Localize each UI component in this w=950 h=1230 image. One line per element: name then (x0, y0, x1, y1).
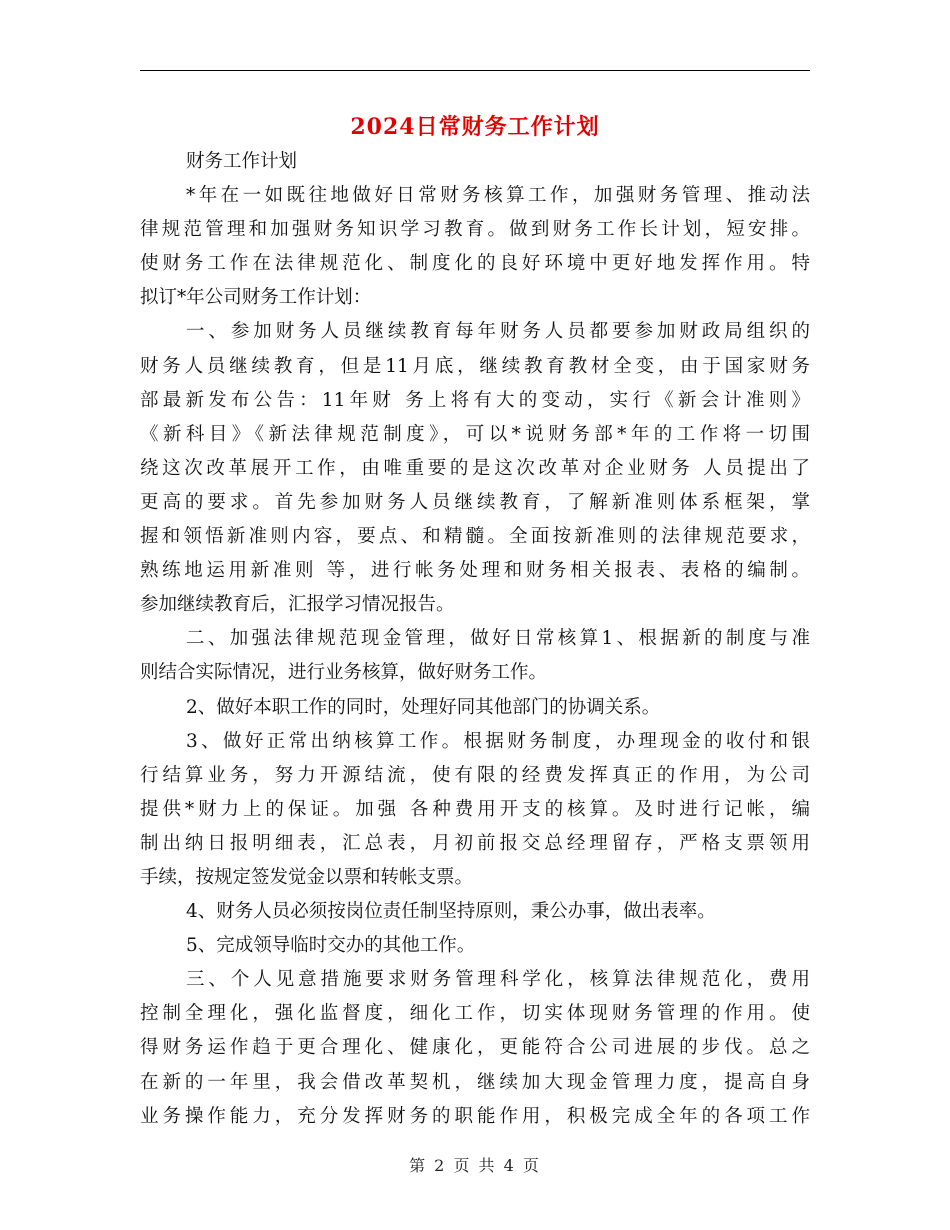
text-line: 3、做好正常出纳核算工作。根据财务制度，办理现金的收付和银 (186, 730, 810, 752)
text-line: 2、做好本职工作的同时，处理好同其他部门的协调关系。 (186, 696, 661, 718)
text-line: 部最新发布公告：11年财 务上将有大的变动，实行《新会计准则》 (140, 389, 810, 411)
header-rule (140, 70, 810, 71)
text-line: 财务人员继续教育，但是11月底，继续教育教材全变，由于国家财务 (140, 355, 810, 377)
text-line: 行结算业务，努力开源结流，使有限的经费发挥真正的作用，为公司 (140, 764, 810, 786)
text-line: 4、财务人员必须按岗位责任制坚持原则，秉公办事，做出表率。 (186, 901, 716, 923)
text-line: 握和领悟新准则内容，要点、和精髓。全面按新准则的法律规范要求， (140, 526, 810, 548)
text-line: 更高的要求。首先参加财务人员继续教育，了解新准则体系框架，掌 (140, 491, 810, 513)
text-line: 手续，按规定签发觉金以票和转帐支票。 (140, 866, 474, 888)
text-line: 在新的一年里，我会借改革契机，继续加大现金管理力度，提高自身 (140, 1071, 810, 1093)
text-line: 控制全理化，强化监督度，细化工作，切实体现财务管理的作用。使 (140, 1003, 810, 1025)
text-line: 拟订*年公司财务工作计划： (140, 287, 372, 309)
text-line: 二、加强法律规范现金管理，做好日常核算1、根据新的制度与准 (186, 628, 810, 650)
text-line: 5、完成领导临时交办的其他工作。 (186, 935, 476, 957)
document-body (140, 145, 810, 1134)
text-line: 《新科目》《新法律规范制度》，可以*说财务部*年的工作将一切围 (140, 423, 810, 445)
text-line: 业务操作能力，充分发挥财务的职能作用，积极完成全年的各项工作 (140, 1105, 810, 1127)
text-line: *年在一如既往地做好日常财务核算工作，加强财务管理、推动法 (186, 185, 810, 207)
text-line: 一、参加财务人员继续教育每年财务人员都要参加财政局组织的 (186, 321, 810, 343)
page-number: 第 2 页 共 4 页 (409, 1156, 541, 1175)
text-line: 则结合实际情况，进行业务核算，做好财务工作。 (140, 662, 548, 684)
text-line: 使财务工作在法律规范化、制度化的良好环境中更好地发挥作用。特 (140, 253, 810, 275)
text-line: 绕这次改革展开工作，由唯重要的是这次改革对企业财务 人员提出了 (140, 457, 810, 479)
text-line: 得财务运作趋于更合理化、健康化，更能符合公司进展的步伐。总之 (140, 1037, 810, 1059)
text-line: 律规范管理和加强财务知识学习教育。做到财务工作长计划，短安排。 (140, 219, 810, 241)
text-line: 参加继续教育后，汇报学习情况报告。 (140, 594, 455, 616)
text-line: 熟练地运用新准则 等，进行帐务处理和财务相关报表、表格的编制。 (140, 560, 810, 582)
document-title: 2024日常财务工作计划 (350, 114, 600, 140)
text-line: 三、个人见意措施要求财务管理科学化，核算法律规范化，费用 (186, 969, 810, 991)
text-line: 财务工作计划 (186, 151, 298, 172)
text-line: 提供*财力上的保证。加强 各种费用开支的核算。及时进行记帐，编 (140, 798, 810, 820)
text-line: 制出纳日报明细表，汇总表，月初前报交总经理留存，严格支票领用 (140, 832, 810, 854)
